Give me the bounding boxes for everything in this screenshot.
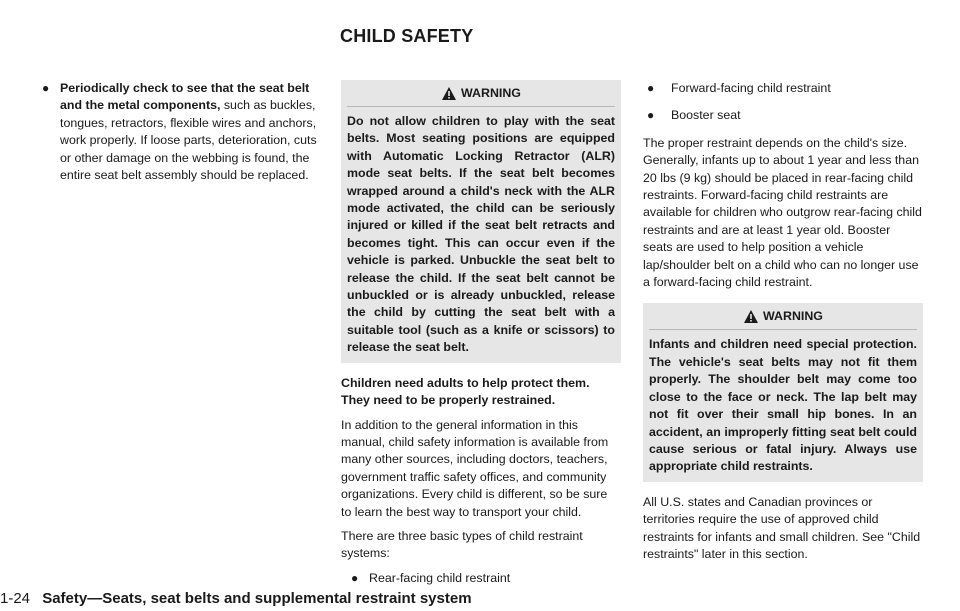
warning-text: Do not allow children to play with the seat belts. Most seating positions are equipped with Automatic Locking Retractor (ALR) mode seat belts. If the seat belt becomes wrapped around a child's neck with the ALR mode activated, the child can be seriously injured or killed if the seat belt retracts and becomes tight. This can occur even if the vehicle is parked. Unbuckle the seat belt to release the child. If the seat belt cannot be unbuckled or is already unbuckled, release the child by cutting the seat belt with a suitable tool (such as a knife or scissors) to release the seat belt.: [347, 114, 615, 355]
warning-heading-label: WARNING: [461, 86, 521, 100]
bullet-icon: ●: [647, 81, 655, 95]
paragraph-general-info: In addition to the general information in this manual, child safety information is available from many other sources, including doctors, teachers, government traffic safety offices, and community organizations. Every child is different, so be sure to learn the best way to transport your child.: [341, 417, 609, 519]
bullet-icon: ●: [647, 108, 655, 123]
column-1: [38, 80, 318, 191]
list-item: [347, 570, 621, 587]
list-item-label: Forward-facing child restraint: [671, 81, 831, 95]
warning-divider: [649, 329, 917, 330]
bullet-icon: ●: [351, 570, 359, 585]
list-item: [643, 80, 923, 97]
paragraph-legal-requirement: All U.S. states and Canadian provinces or territories require the use of approved child restraints for infants and small children. See "Child restraints" later in this section.: [643, 494, 921, 561]
maintenance-bullet: [38, 80, 318, 184]
list-item-label: Rear-facing child restraint: [369, 570, 511, 585]
chapter-title: Safety—Seats, seat belts and supplemental restraint system: [42, 590, 472, 607]
warning-box-children: [643, 303, 923, 481]
bullet-icon: ●: [42, 81, 50, 95]
warning-text: Infants and children need special protection. The vehicle's seat belts may not fit them properly. The shoulder belt may come too close to the face or neck. The lap belt may not fit over their small hip bones. In an accident, an improperly fitting seat belt could cause serious or fatal injury. Always use appropriate child restraints.: [649, 337, 917, 474]
list-item: [643, 107, 923, 124]
paragraph-proper-restraint: The proper restraint depends on the child's size. Generally, infants up to about 1 year and less than 20 lbs (9 kg) should be placed in rear-facing child restraints. Forward-facing child restraints are available for children who outgrow rear-facing child restraints and are at least 1 year old. Booster seats are used to help position a vehicle lap/shoulder belt on a child who can no longer use a forward-facing child restraint.: [643, 135, 922, 290]
paragraph-three-types: There are three basic types of child restraint systems:: [341, 528, 583, 561]
warning-heading-label: WARNING: [763, 309, 823, 324]
list-item-label: Booster seat: [671, 108, 741, 123]
warning-triangle-icon: [743, 309, 759, 324]
bullet-body-text: such as buckles, tongues, retractors, flexible wires and anchors, work properly. If loose parts, deterioration, cuts or other damage on the webbing is found, the entire seat belt assembly should be replaced.: [60, 98, 317, 183]
warning-divider: [347, 106, 615, 107]
section-title: CHILD SAFETY: [340, 26, 474, 46]
column-2: [341, 80, 621, 594]
warning-heading: [347, 80, 615, 106]
warning-triangle-icon: [441, 86, 457, 101]
bullet-bold-text: Periodically check to see that the seat belt and the metal components,: [60, 81, 310, 113]
warning-box-seat-belt: [341, 80, 621, 363]
restraint-type-list: [643, 80, 923, 125]
column-3: [643, 80, 923, 570]
warning-heading: [649, 303, 917, 329]
page-footer: [0, 590, 472, 607]
page-number: 1-24: [0, 590, 31, 607]
bold-paragraph: Children need adults to help protect them. They need to be properly restrained.: [341, 375, 590, 408]
